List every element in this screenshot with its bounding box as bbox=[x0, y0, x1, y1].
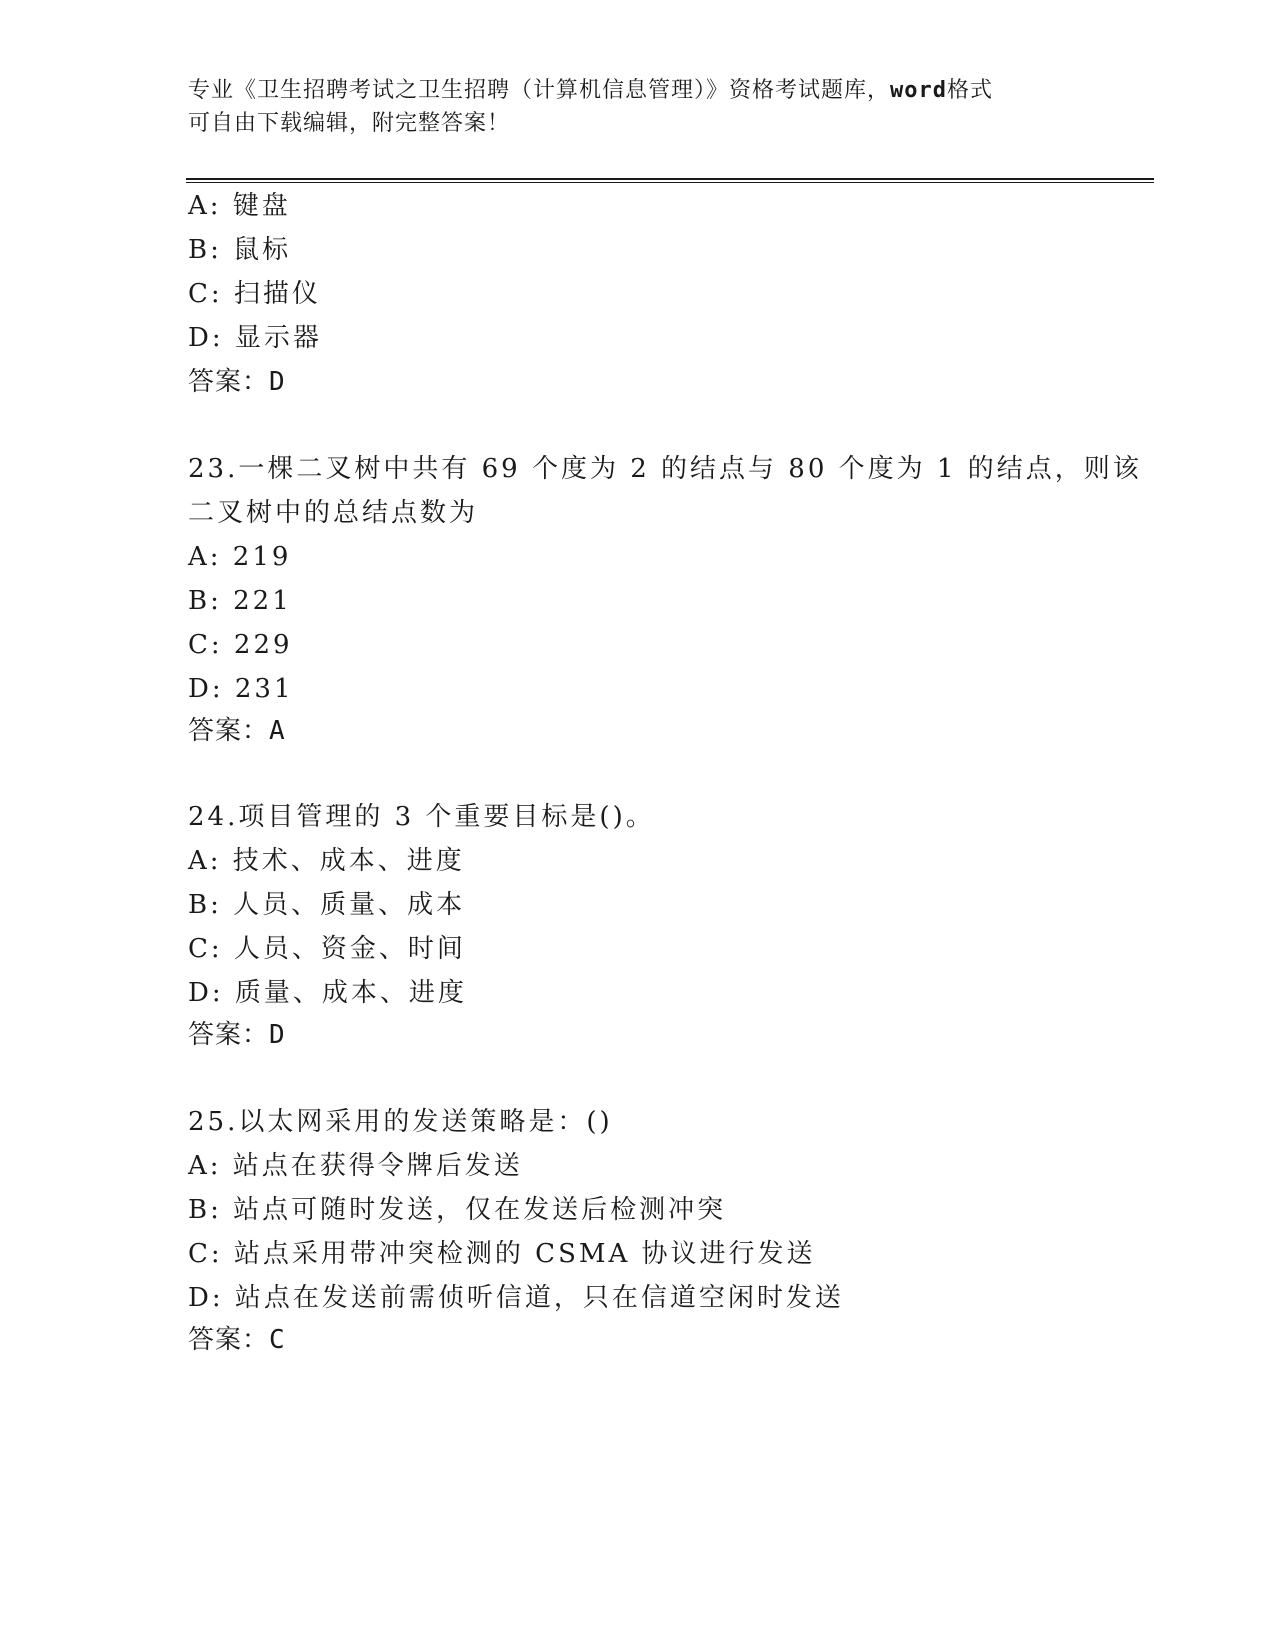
q23-answer-label: 答案： bbox=[188, 716, 270, 746]
q24-option-d: D: 质量、成本、进度 bbox=[188, 978, 467, 1008]
q23-answer bbox=[188, 714, 286, 748]
q24-answer-label: 答案： bbox=[188, 1020, 270, 1050]
q25-option-c: C: 站点采用带冲突检测的 CSMA 协议进行发送 bbox=[188, 1239, 816, 1269]
q23-option-b: B: 221 bbox=[188, 586, 292, 616]
q22-answer bbox=[188, 365, 286, 399]
document-header bbox=[188, 74, 1088, 140]
q24-stem: 24.项目管理的 3 个重要目标是()。 bbox=[188, 802, 655, 832]
q22-option-d: D: 显示器 bbox=[188, 323, 322, 353]
header-title-tail: 格式 bbox=[947, 78, 994, 103]
q23-option-a: A: 219 bbox=[188, 542, 292, 572]
header-line-1 bbox=[188, 74, 1088, 107]
q25-option-a: A: 站点在获得令牌后发送 bbox=[188, 1151, 523, 1181]
q25-answer-value: C bbox=[269, 1325, 286, 1355]
q25-stem: 25.以太网采用的发送策略是：() bbox=[188, 1107, 613, 1137]
q22-answer-label: 答案： bbox=[188, 367, 270, 397]
header-divider-thin bbox=[186, 182, 1154, 183]
q25-answer bbox=[188, 1323, 286, 1357]
q22-option-a: A: 键盘 bbox=[188, 191, 291, 221]
header-divider-thick bbox=[186, 178, 1154, 180]
q22-answer-value: D bbox=[269, 367, 286, 397]
q23-option-d: D: 231 bbox=[188, 674, 294, 704]
q24-answer-value: D bbox=[269, 1020, 286, 1050]
q25-option-d: D: 站点在发送前需侦听信道，只在信道空闲时发送 bbox=[188, 1283, 844, 1313]
q24-option-c: C: 人员、资金、时间 bbox=[188, 934, 466, 964]
q25-answer-label: 答案： bbox=[188, 1325, 270, 1355]
q24-answer bbox=[188, 1018, 286, 1052]
q24-option-a: A: 技术、成本、进度 bbox=[188, 846, 465, 876]
q25-option-b: B: 站点可随时发送，仅在发送后检测冲突 bbox=[188, 1195, 727, 1225]
q24-option-b: B: 人员、质量、成本 bbox=[188, 890, 466, 920]
header-line-2: 可自由下载编辑，附完整答案！ bbox=[188, 111, 511, 136]
header-title-text: 专业《卫生招聘考试之卫生招聘（计算机信息管理）》资格考试题库， bbox=[188, 78, 891, 103]
q23-answer-value: A bbox=[269, 716, 286, 746]
q22-option-c: C: 扫描仪 bbox=[188, 279, 321, 309]
q23-option-c: C: 229 bbox=[188, 630, 293, 660]
q23-stem-line-2: 二叉树中的总结点数为 bbox=[188, 498, 479, 528]
q22-option-b: B: 鼠标 bbox=[188, 235, 292, 265]
header-word-label: word bbox=[890, 78, 947, 103]
q23-stem-line-1: 23.一棵二叉树中共有 69 个度为 2 的结点与 80 个度为 1 的结点，则该 bbox=[188, 454, 1142, 484]
